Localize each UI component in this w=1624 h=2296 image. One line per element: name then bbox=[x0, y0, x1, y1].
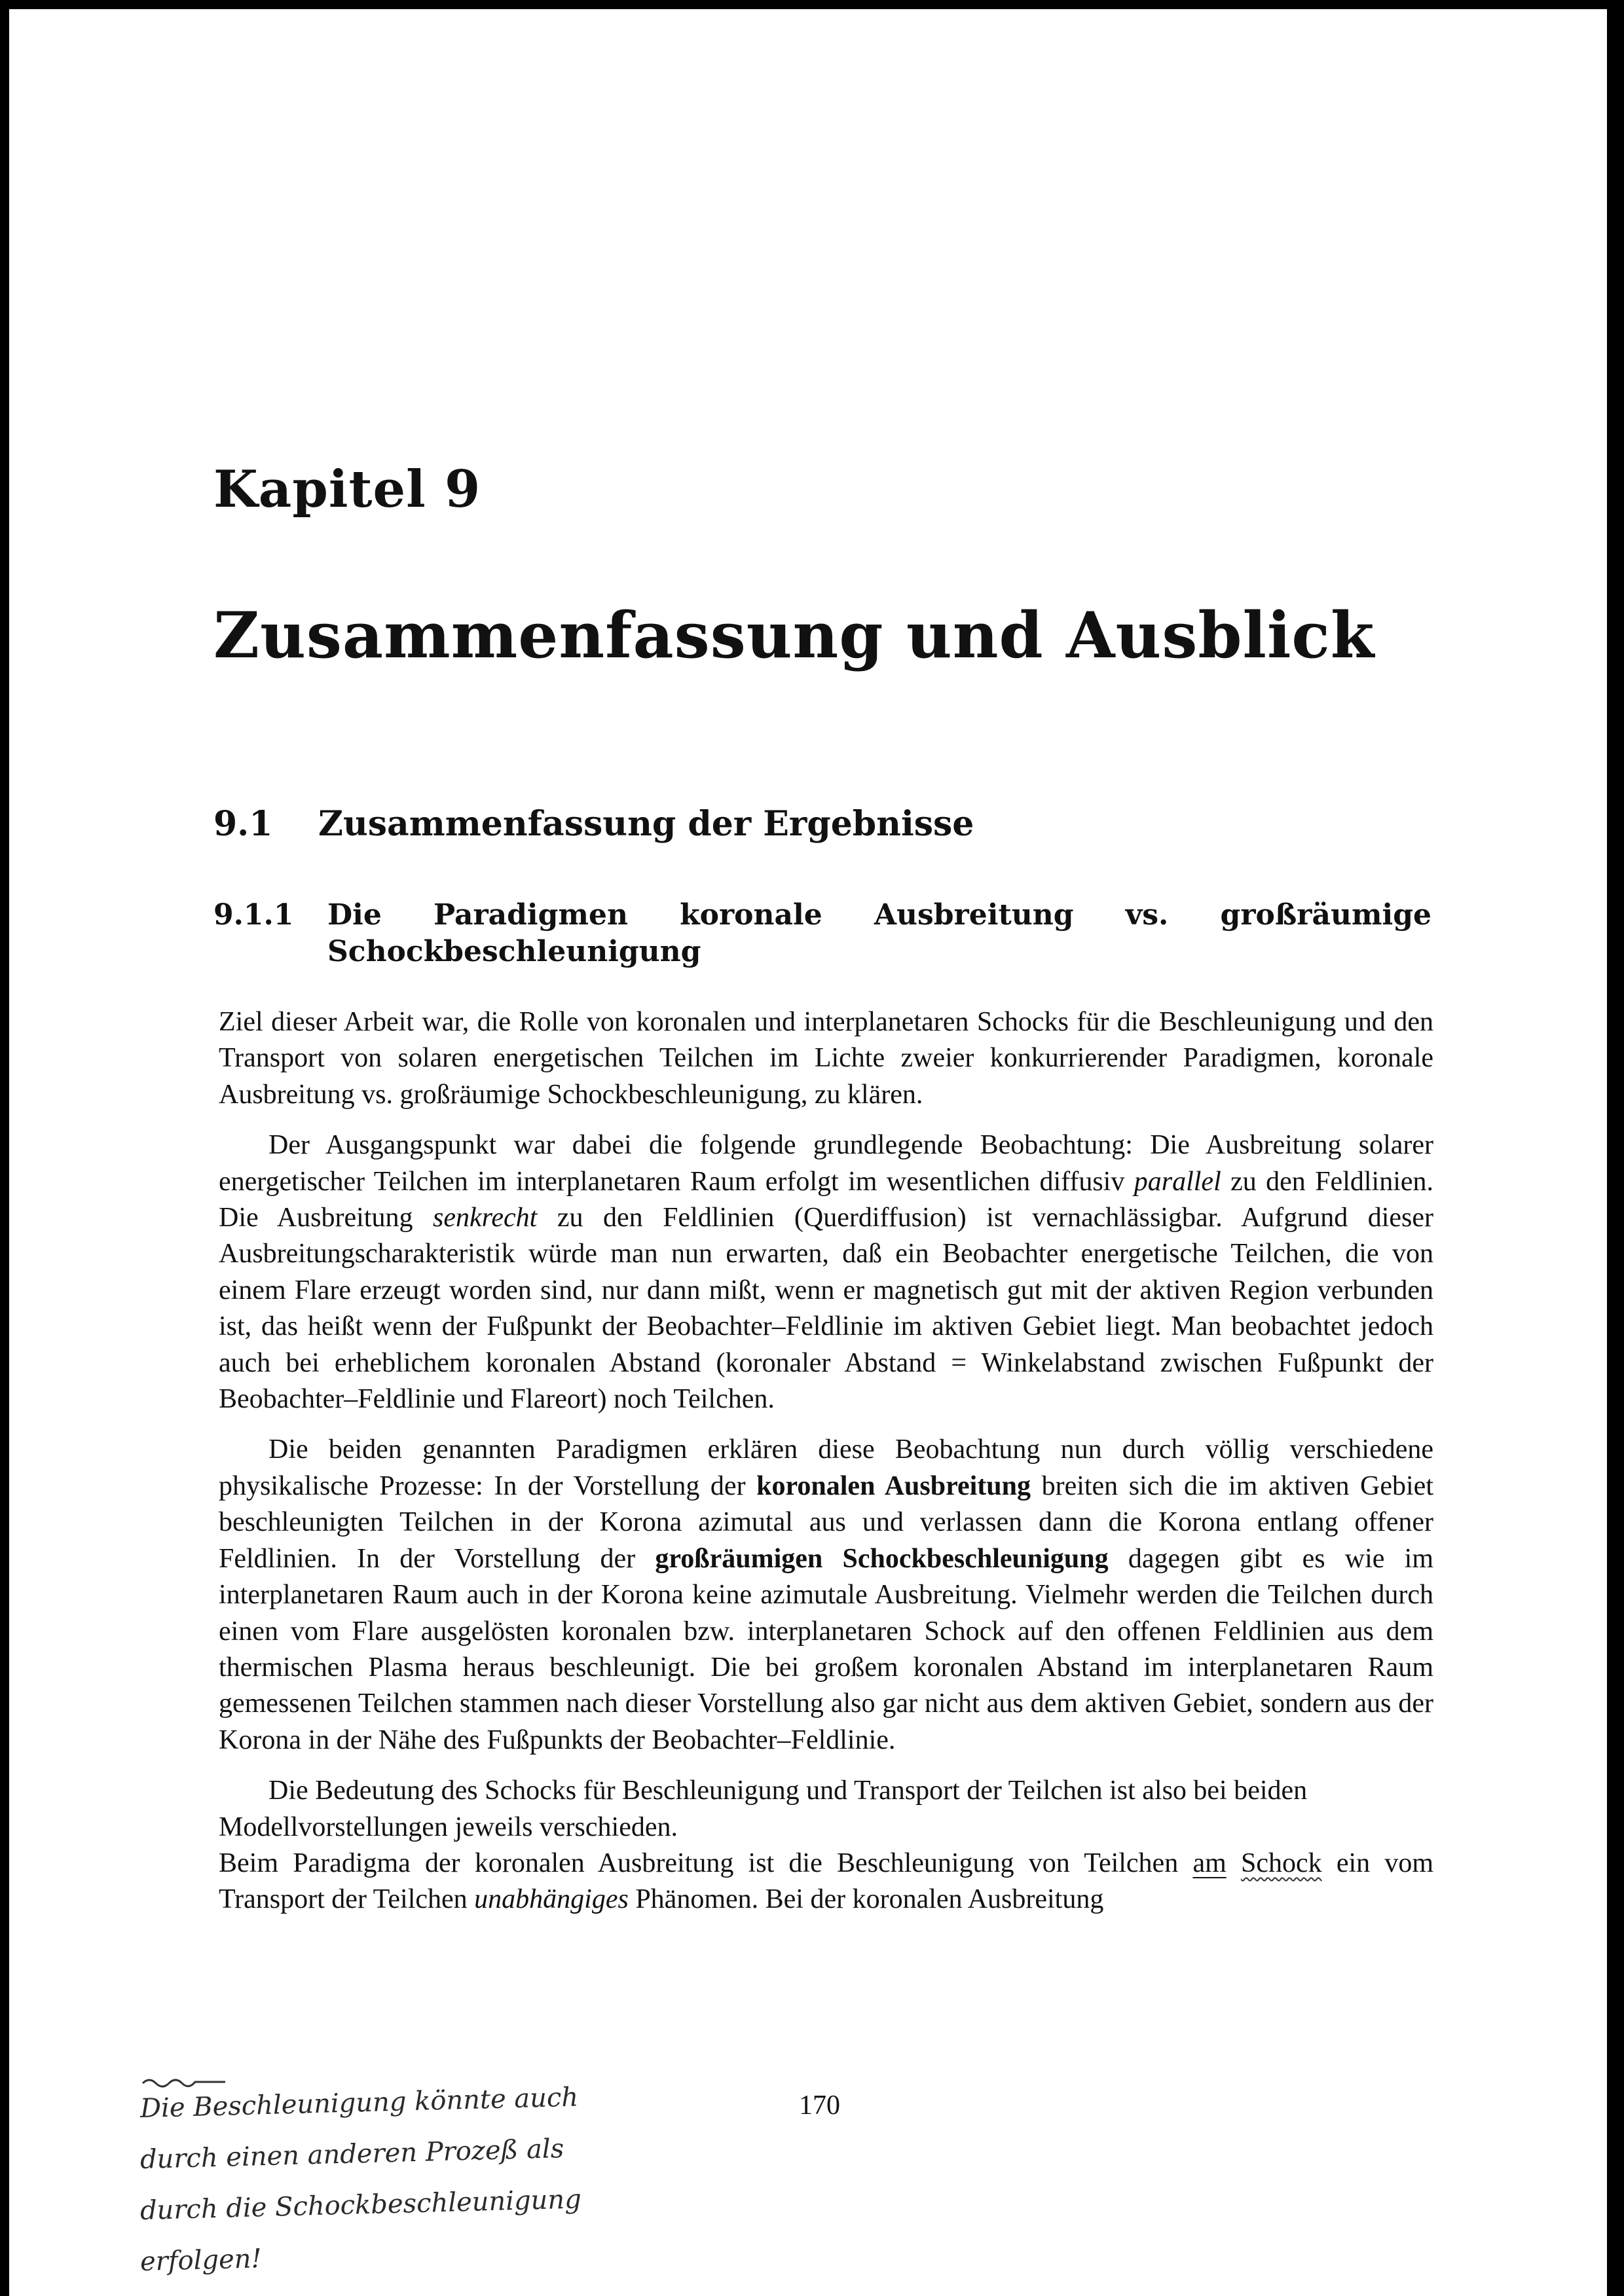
handwritten-line: Die Beschleunigung könnte auch bbox=[139, 2082, 579, 2124]
subsection-title: Die Paradigmen koronale Ausbreitung vs. großräumige Schockbeschleunigung bbox=[327, 898, 1431, 968]
wavy-underlined-word: Schock bbox=[1240, 1848, 1322, 1878]
paragraph-5 bbox=[219, 1846, 1433, 1918]
text-span: zu den Feldlinien. Die Ausbreitung bbox=[219, 1166, 1434, 1233]
paragraph-1: Ziel dieser Arbeit war, die Rolle von koronalen und interplanetaren Schocks für die Beschleunigung und den Transport von solaren energetischen Teilchen im Lichte zweier konkurrierender Paradigmen, koronale Ausbreitung vs. großräumige Schockbeschleunigung, zu klären. bbox=[219, 1007, 1433, 1110]
chapter-label: Kapitel 9 bbox=[213, 460, 481, 519]
text-span: ein vom Transport der Teilchen bbox=[219, 1848, 1434, 1915]
text-span: breiten sich die im aktiven Gebiet beschleunigten Teilchen in der Korona azimutal aus und verlassen dann die Korona entlang offener Feldlinien. In der Vorstellung der bbox=[219, 1470, 1433, 1574]
underlined-word: am bbox=[1192, 1848, 1227, 1878]
page-number: 170 bbox=[799, 2090, 840, 2121]
paragraph-2 bbox=[219, 1127, 1433, 1417]
section-title: Zusammenfassung der Ergebnisse bbox=[318, 804, 974, 844]
paragraph-4: Die Bedeutung des Schocks für Beschleunigung und Transport der Teilchen ist also bei beiden Modellvorstellungen jeweils verschieden. bbox=[219, 1776, 1308, 1842]
chapter-title: Zusammenfassung und Ausblick bbox=[213, 598, 1375, 672]
subsection-number: 9.1.1 bbox=[213, 898, 294, 932]
emphasis: unabhängiges bbox=[474, 1884, 629, 1915]
text-span: Der Ausgangspunkt war dabei die folgende grundlegende Beobachtung: Die Ausbreitung solarer energetischer Teilchen im interplanetaren Raum erfolgt im wesentlichen diffusiv bbox=[219, 1130, 1433, 1197]
section-heading bbox=[213, 804, 974, 844]
text-span: zu den Feldlinien (Querdiffusion) ist vernachlässigbar. Aufgrund dieser Ausbreitungscharakteristik würde man nun erwarten, daß ein Beobachter energetische Teilchen, die von einem Flare erzeugt worden sind, nur dann mißt, wenn er magnetisch gut mit der aktiven Region verbunden ist, das heißt wenn der Fußpunkt der Beobachter–Feldlinie im aktiven Gebiet liegt. Man beobachtet jedoch auch bei erheblichem koronalen Abstand (koronaler Abstand = Winkelabstand zwischen Fußpunkt der Beobachter–Feldlinie und Flareort) noch Teilchen. bbox=[219, 1203, 1434, 1415]
emphasis: parallel bbox=[1134, 1166, 1221, 1197]
text-span: Die beiden genannten Paradigmen erklären diese Beobachtung nun durch völlig verschiedene physikalische Prozesse: In der Vorstellung der bbox=[219, 1434, 1433, 1501]
text-span: dagegen gibt es wie im interplanetaren Raum auch in der Korona keine azimutale Ausbreitung. Vielmehr werden die Teilchen durch einen vom Flare ausgelösten koronalen bzw. interplanetaren Schock auf den offenen Feldlinien aus dem thermischen Plasma heraus beschleunigt. Die bei großem koronalen Abstand im interplanetaren Raum gemessenen Teilchen stammen nach dieser Vorstellung also gar nicht aus dem aktiven Gebiet, sondern aus der Korona in der Nähe des Fußpunkts der Beobachter–Feldlinie. bbox=[219, 1543, 1433, 1755]
paragraph-3 bbox=[219, 1432, 1433, 1758]
handwritten-line: erfolgen! bbox=[139, 2244, 263, 2277]
bold-term: großräumigen Schockbeschleunigung bbox=[655, 1543, 1109, 1574]
handwritten-line: durch einen anderen Prozeß als bbox=[139, 2134, 564, 2175]
subsection-heading bbox=[213, 897, 1431, 970]
emphasis: senkrecht bbox=[432, 1203, 538, 1233]
handwritten-note bbox=[140, 2083, 769, 2287]
text-span: Beim Paradigma der koronalen Ausbreitung ist die Beschleunigung von Teilchen bbox=[219, 1848, 1179, 1878]
section-number: 9.1 bbox=[213, 804, 273, 844]
handwritten-line: durch die Schockbeschleunigung bbox=[139, 2184, 582, 2226]
bold-term: koronalen Ausbreitung bbox=[756, 1470, 1031, 1501]
body-text bbox=[219, 1004, 1433, 1918]
document-page bbox=[9, 9, 1607, 2296]
text-span: Phänomen. Bei der koronalen Ausbreitung bbox=[635, 1884, 1104, 1915]
